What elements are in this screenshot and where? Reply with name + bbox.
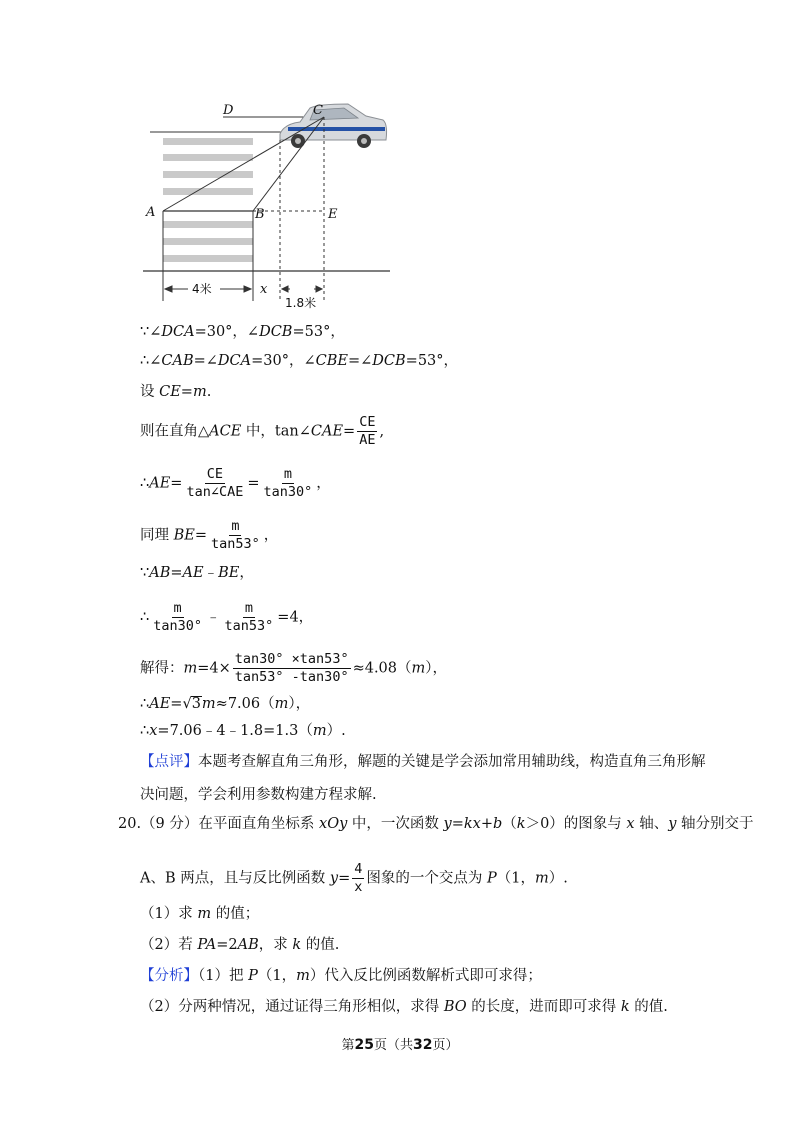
- text: DCB: [372, 353, 406, 369]
- text: y: [443, 816, 452, 832]
- text: 决问题，学会利用参数构建方程求解.: [140, 787, 377, 803]
- text: 20.（9 分）在平面直角坐标系: [118, 816, 320, 832]
- footer-text: 页）: [432, 1038, 459, 1053]
- text: BO: [443, 999, 467, 1015]
- page-total: 32: [413, 1037, 433, 1053]
- text: =4×: [197, 660, 231, 677]
- crosswalk-stripes: [163, 138, 253, 262]
- text: ∴: [140, 696, 150, 712]
- numerator: m: [173, 600, 182, 616]
- text: ，: [263, 527, 279, 544]
- text: A、B 两点，且与反比例函数: [140, 870, 330, 887]
- text: 中，tan∠: [241, 423, 311, 440]
- text: =7.06﹣4﹣1.8=1.3（: [157, 723, 313, 739]
- text: k: [516, 816, 526, 832]
- text: m: [274, 696, 289, 712]
- question-2: [140, 935, 339, 955]
- text: PA: [197, 937, 217, 953]
- text: =: [343, 423, 356, 440]
- solution-line-3: [140, 382, 211, 402]
- text: ∴: [140, 475, 150, 492]
- text: ），: [425, 660, 448, 677]
- text: =√: [170, 696, 192, 712]
- text: 本题考查解直角三角形，解题的关键是学会添加常用辅助线，构造直角三角形解: [198, 754, 706, 770]
- text: P: [248, 968, 258, 984]
- text: AB: [149, 565, 171, 581]
- text: =: [180, 384, 193, 400]
- text: ACE: [209, 423, 242, 440]
- text: m: [296, 968, 310, 984]
- text: k: [292, 937, 302, 953]
- text: DCA: [217, 353, 252, 369]
- text: =53°，: [405, 353, 459, 369]
- text: m: [197, 906, 212, 922]
- text: ﹣: [203, 565, 219, 581]
- text: BE: [218, 565, 240, 581]
- solution-line-4: [140, 414, 384, 449]
- fraction: [352, 861, 364, 896]
- text: ,: [379, 423, 385, 440]
- page-footer: [0, 1034, 800, 1053]
- text: 同理: [140, 527, 174, 544]
- text: m: [183, 660, 198, 677]
- problem-20-line-1: [118, 814, 754, 834]
- text: ﹣: [206, 609, 221, 626]
- analysis-line-2: [140, 997, 668, 1017]
- dim-x-label: x: [260, 282, 268, 297]
- solution-line-9: [140, 651, 447, 686]
- text: ），: [288, 696, 311, 712]
- text: +: [480, 816, 493, 832]
- text: x: [626, 816, 635, 832]
- text: ，: [239, 565, 254, 581]
- text: （1，: [496, 870, 535, 887]
- text: 轴、: [634, 816, 669, 832]
- text: xOy: [319, 816, 348, 832]
- text: 则在直角△: [140, 423, 210, 440]
- text: （1，: [257, 968, 297, 984]
- solution-line-10: [140, 694, 310, 714]
- fraction: [151, 600, 204, 635]
- text: x: [149, 723, 158, 739]
- text: ）代入反比例函数解析式即可求得；: [309, 968, 542, 984]
- text: =: [170, 475, 183, 492]
- text: CAB: [161, 353, 194, 369]
- text: BE: [173, 527, 195, 544]
- denominator: x: [354, 879, 363, 895]
- text: b: [492, 816, 503, 832]
- text: 设: [140, 384, 160, 400]
- denominator: tan∠CAE: [186, 484, 244, 500]
- text: ∴: [140, 609, 150, 626]
- numerator: 4: [354, 861, 363, 877]
- text: （2）分两种情况，通过证得三角形相似，求得: [140, 999, 444, 1015]
- review-line-2: [140, 785, 377, 805]
- text: =: [338, 870, 351, 887]
- numerator: m: [231, 518, 240, 534]
- fraction: [262, 466, 315, 501]
- text: =: [451, 816, 464, 832]
- analysis-line-1: [140, 966, 542, 986]
- text: DCA: [161, 324, 195, 340]
- review-tag: 【点评】: [140, 754, 198, 770]
- text: =2: [216, 937, 238, 953]
- dimension-arrows: [165, 286, 322, 292]
- page-number: 25: [354, 1037, 374, 1053]
- text: （: [502, 816, 517, 832]
- label-d: D: [223, 103, 234, 118]
- geometry-figure: [138, 96, 398, 316]
- text: .: [206, 384, 212, 400]
- numerator: tan30° ×tan53°: [234, 651, 349, 667]
- fraction: [184, 466, 245, 501]
- denominator: tan53°: [211, 536, 260, 552]
- fraction: [357, 414, 377, 449]
- text: CBE: [315, 353, 348, 369]
- text: ，: [316, 475, 331, 492]
- text: =: [194, 527, 208, 544]
- text: ）.: [326, 723, 346, 739]
- text: ∴: [140, 723, 150, 739]
- text: CAE: [310, 423, 344, 440]
- denominator: tan30°: [263, 484, 313, 500]
- text: AE: [182, 565, 204, 581]
- solution-line-5: [140, 466, 331, 501]
- text: y: [668, 816, 677, 832]
- fraction: [223, 600, 276, 635]
- text: （1）把: [198, 968, 249, 984]
- text: m: [192, 384, 207, 400]
- text: 中，一次函数: [347, 816, 444, 832]
- text: =30°，∠: [194, 324, 260, 340]
- footer-text: 页（共: [373, 1038, 413, 1053]
- solution-line-6: [140, 518, 278, 553]
- text: m: [534, 870, 549, 887]
- dim-car-label: 1.8米: [285, 296, 317, 310]
- text: AB: [237, 937, 259, 953]
- footer-text: 第: [341, 1038, 355, 1053]
- car-image: [280, 104, 387, 148]
- text: ∴∠: [140, 353, 162, 369]
- solution-line-1: [140, 322, 345, 342]
- fraction: [233, 651, 351, 686]
- text: 轴分别交于: [676, 816, 754, 832]
- text: DCB: [259, 324, 293, 340]
- text: ，求: [258, 937, 293, 953]
- numerator: CE: [206, 466, 224, 482]
- numerator: m: [283, 466, 292, 482]
- denominator: AE: [359, 432, 376, 448]
- text: m: [411, 660, 426, 677]
- solution-line-11: [140, 721, 346, 741]
- text: ＞0）的图象与: [525, 816, 627, 832]
- line-ca: [163, 117, 324, 211]
- text: ∵∠: [140, 324, 162, 340]
- label-c: C: [313, 103, 323, 118]
- text: CE: [159, 384, 181, 400]
- text: =53°，: [292, 324, 345, 340]
- sqrt-radicand: 3: [191, 696, 201, 712]
- text: 的值；: [211, 906, 260, 922]
- text: P: [486, 870, 497, 887]
- text: =∠: [347, 353, 373, 369]
- solution-line-8: [140, 600, 313, 635]
- numerator: CE: [359, 414, 376, 430]
- text: 解得：: [140, 660, 184, 677]
- text: =: [247, 475, 260, 492]
- text: =30°，∠: [251, 353, 316, 369]
- text: 图象的一个交点为: [366, 870, 487, 887]
- text: ≈7.06（: [215, 696, 275, 712]
- text: ≈4.08（: [352, 660, 412, 677]
- review-line-1: [140, 752, 706, 772]
- text: k: [620, 999, 630, 1015]
- text: ∵: [140, 565, 150, 581]
- text: AE: [149, 475, 171, 492]
- text: kx: [463, 816, 481, 832]
- text: m: [201, 696, 216, 712]
- numerator: m: [244, 600, 253, 616]
- label-b: B: [255, 207, 265, 222]
- problem-20-line-2: [140, 861, 568, 896]
- text: AE: [149, 696, 171, 712]
- analysis-tag: 【分析】: [140, 968, 198, 984]
- text: 的值.: [301, 937, 340, 953]
- text: =: [170, 565, 183, 581]
- text: =∠: [193, 353, 218, 369]
- solution-line-7: [140, 563, 254, 583]
- fraction: [209, 518, 262, 553]
- text: =4，: [277, 609, 314, 626]
- denominator: tan53°: [224, 618, 274, 634]
- text: （2）若: [140, 937, 198, 953]
- denominator: tan30°: [153, 618, 203, 634]
- text: 的值.: [629, 999, 668, 1015]
- label-a: A: [146, 205, 156, 220]
- text: （1）求: [140, 906, 198, 922]
- solution-line-2: [140, 351, 458, 371]
- text: y: [329, 870, 339, 887]
- label-e: E: [328, 207, 338, 222]
- dim-ab-label: 4米: [192, 282, 212, 296]
- question-1: [140, 904, 259, 924]
- text: 的长度，进而即可求得: [466, 999, 621, 1015]
- text: m: [312, 723, 327, 739]
- text: ）.: [548, 870, 568, 887]
- denominator: tan53° -tan30°: [234, 669, 349, 685]
